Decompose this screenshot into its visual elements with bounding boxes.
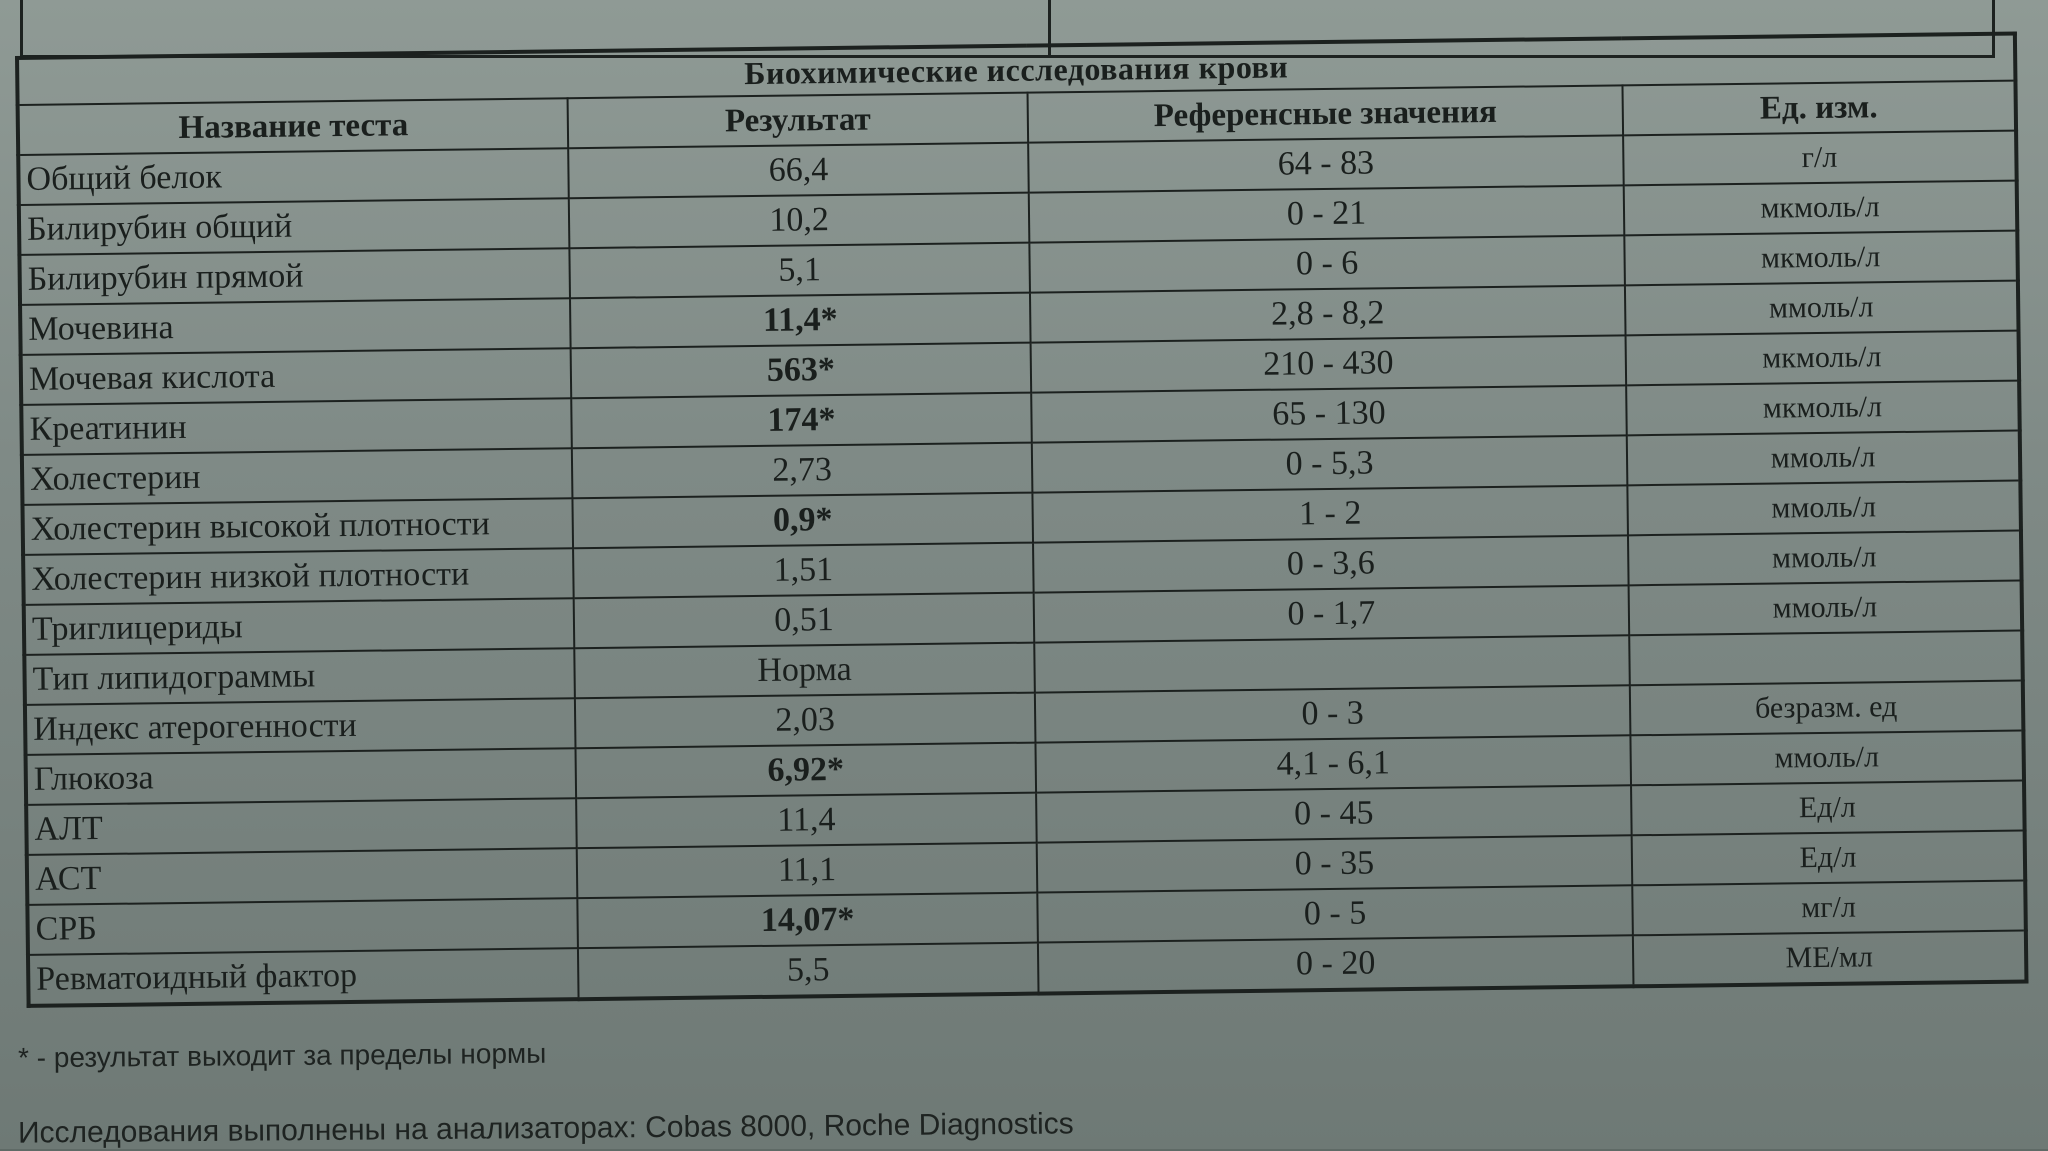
biochemistry-table	[15, 32, 2029, 1008]
test-name-cell: СРБ	[27, 898, 578, 955]
result-cell: Норма	[574, 643, 1035, 699]
result-cell: 11,1	[577, 843, 1038, 899]
result-cell: 14,07*	[577, 893, 1038, 949]
reference-cell: 1 - 2	[1032, 485, 1628, 542]
analyzer-note: Исследования выполнены на анализаторах: Cobas 8000, Roche Diagnostics	[17, 1107, 1074, 1150]
unit-cell: ммоль/л	[1629, 581, 2023, 636]
test-name-cell: Холестерин высокой плотности	[22, 498, 573, 555]
unit-cell: Ед/л	[1632, 831, 2026, 886]
reference-cell: 0 - 5	[1037, 885, 1633, 942]
unit-cell: безразм. ед	[1630, 681, 2024, 736]
result-cell: 2,03	[575, 693, 1036, 749]
reference-cell: 0 - 45	[1036, 785, 1632, 842]
test-name-cell: Мочевая кислота	[21, 348, 572, 405]
unit-cell: мкмоль/л	[1626, 331, 2020, 386]
reference-cell: 0 - 20	[1038, 935, 1634, 993]
result-cell: 0,51	[574, 593, 1035, 649]
test-name-cell: Креатинин	[21, 398, 572, 455]
reference-cell: 0 - 35	[1037, 835, 1633, 892]
result-cell: 11,4	[576, 793, 1037, 849]
header-reference: Референсные значения	[1028, 85, 1624, 142]
result-cell: 2,73	[572, 443, 1033, 499]
results-table-wrap	[15, 32, 2024, 1008]
result-cell: 0,9*	[572, 493, 1033, 549]
unit-cell: ммоль/л	[1627, 481, 2021, 536]
test-name-cell: Билирубин общий	[19, 198, 570, 255]
reference-cell: 64 - 83	[1028, 135, 1624, 192]
test-name-cell: Холестерин	[22, 448, 573, 505]
table-body	[18, 131, 2026, 1006]
reference-cell: 210 - 430	[1031, 335, 1627, 392]
test-name-cell: Мочевина	[20, 298, 571, 355]
test-name-cell: Билирубин прямой	[19, 248, 570, 305]
result-cell: 11,4*	[570, 293, 1031, 349]
result-cell: 563*	[571, 343, 1032, 399]
header-test-name: Название теста	[18, 98, 569, 155]
unit-cell: ммоль/л	[1628, 531, 2022, 586]
reference-cell: 0 - 5,3	[1032, 435, 1628, 492]
unit-cell: ммоль/л	[1625, 281, 2019, 336]
unit-cell: ммоль/л	[1630, 731, 2024, 786]
result-cell: 5,1	[569, 243, 1030, 299]
reference-cell: 0 - 3,6	[1033, 535, 1629, 592]
result-cell: 10,2	[569, 193, 1030, 249]
unit-cell: мкмоль/л	[1626, 381, 2020, 436]
test-name-cell: Общий белок	[18, 148, 569, 205]
reference-cell: 2,8 - 8,2	[1030, 285, 1626, 342]
unit-cell: мкмоль/л	[1624, 231, 2018, 286]
reference-cell: 0 - 21	[1029, 185, 1625, 242]
unit-cell: ммоль/л	[1627, 431, 2021, 486]
unit-cell: МЕ/мл	[1633, 930, 2027, 986]
result-cell: 6,92*	[575, 743, 1036, 799]
unit-cell: мг/л	[1632, 881, 2026, 936]
table-title: Биохимические исследования крови	[17, 34, 2015, 105]
reference-cell: 65 - 130	[1031, 385, 1627, 442]
test-name-cell: Холестерин низкой плотности	[23, 548, 574, 605]
test-name-cell: Ревматоидный фактор	[28, 948, 579, 1006]
unit-cell: мкмоль/л	[1624, 181, 2018, 236]
reference-cell: 0 - 1,7	[1034, 585, 1630, 642]
test-name-cell: АЛТ	[26, 798, 577, 855]
header-result: Результат	[568, 93, 1029, 149]
footnote: * - результат выходит за пределы нормы	[17, 1037, 547, 1074]
header-unit: Ед. изм.	[1622, 81, 2016, 136]
test-name-cell: Индекс атерогенности	[25, 698, 576, 755]
test-name-cell: Триглицериды	[24, 598, 575, 655]
reference-cell: 4,1 - 6,1	[1035, 735, 1631, 792]
reference-cell: 0 - 6	[1029, 235, 1625, 292]
result-cell: 174*	[571, 393, 1032, 449]
unit-cell: Ед/л	[1631, 781, 2025, 836]
result-cell: 1,51	[573, 543, 1034, 599]
result-cell: 5,5	[578, 943, 1039, 1000]
test-name-cell: Глюкоза	[26, 748, 577, 805]
result-cell: 66,4	[568, 143, 1029, 199]
reference-cell	[1034, 635, 1630, 692]
unit-cell: г/л	[1623, 131, 2017, 186]
test-name-cell: Тип липидограммы	[24, 648, 575, 705]
reference-cell: 0 - 3	[1035, 685, 1631, 742]
unit-cell	[1629, 631, 2023, 686]
test-name-cell: АСТ	[27, 848, 578, 905]
